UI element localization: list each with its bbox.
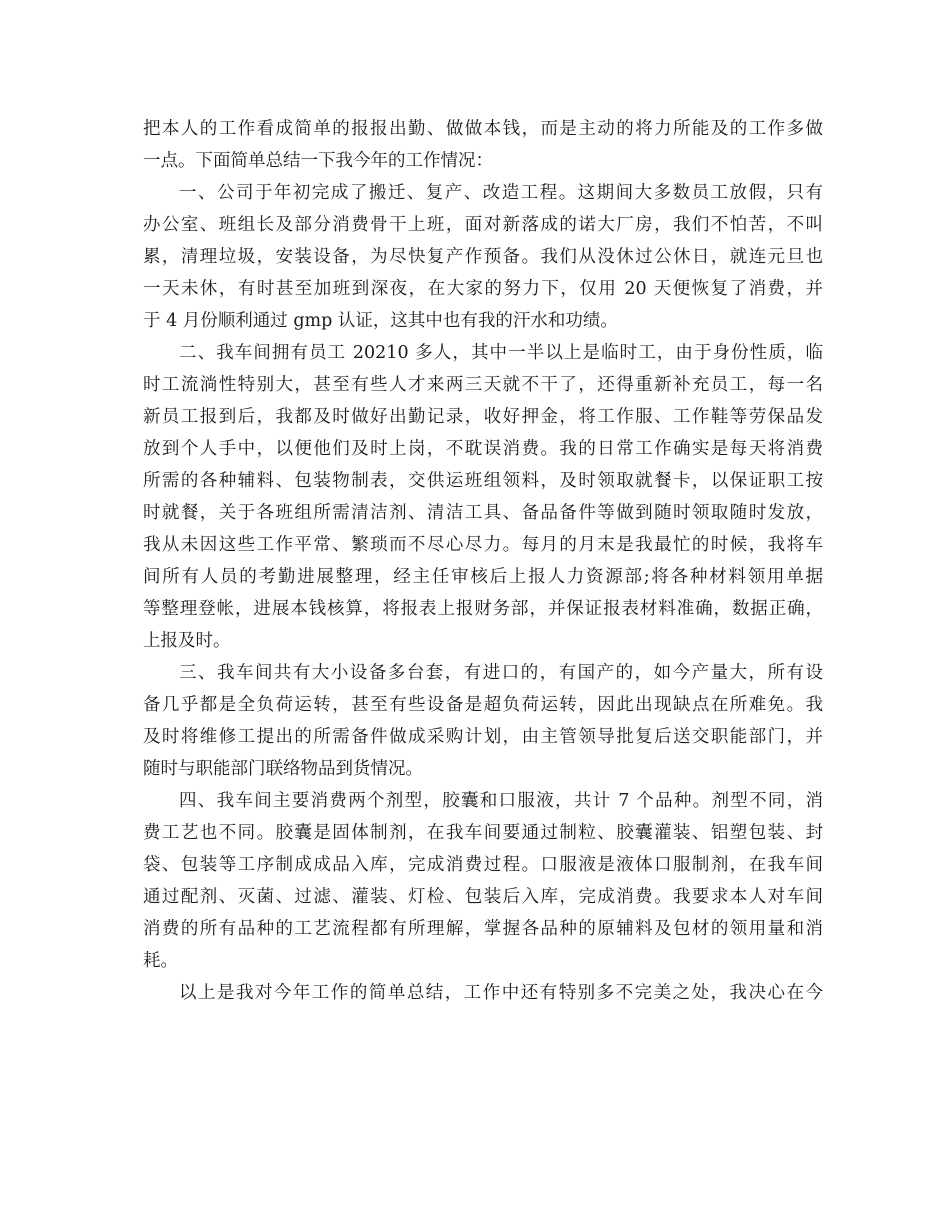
text-line: 耗。 <box>143 951 178 971</box>
paragraph-1-start: 一、公司于年初完成了搬迁、复产、改造工程。这期间大多数员工放假，只有 <box>179 183 823 203</box>
text-line: 等整理登帐，进展本钱核算，将报表上报财务部，并保证报表材料准确，数据正确， <box>143 599 823 619</box>
text-line: 时就餐，关于各班组所需清洁剂、清洁工具、备品备件等做到随时领取随时发放， <box>143 503 823 523</box>
text-line: 上报及时。 <box>143 631 231 651</box>
paragraph-2-start: 二、我车间拥有员工 20210 多人，其中一半以上是临时工，由于身份性质，临 <box>179 343 823 363</box>
text-line: 随时与职能部门联络物品到货情况。 <box>143 759 423 779</box>
text-line: 备几乎都是全负荷运转，甚至有些设备是超负荷运转，因此出现缺点在所难免。我 <box>143 695 823 715</box>
text-line: 我从未因这些工作平常、繁琐而不尽心尽力。每月的月末是我最忙的时候，我将车 <box>143 535 823 555</box>
text-line: 通过配剂、灭菌、过滤、灌装、灯检、包装后入库，完成消费。我要求本人对车间 <box>143 887 823 907</box>
text-line: 消费的所有品种的工艺流程都有所理解，掌握各品种的原辅料及包材的领用量和消 <box>143 919 823 939</box>
document-body <box>143 113 823 1009</box>
text-line: 一点。下面简单总结一下我今年的工作情况： <box>143 151 493 171</box>
text-line: 把本人的工作看成简单的报报出勤、做做本钱，而是主动的将力所能及的工作多做 <box>143 119 823 139</box>
text-line: 袋、包装等工序制成成品入库，完成消费过程。口服液是液体口服制剂，在我车间 <box>143 855 823 875</box>
text-line: 办公室、班组长及部分消费骨干上班，面对新落成的诺大厂房，我们不怕苦，不叫 <box>143 215 823 235</box>
text-line: 及时将维修工提出的所需备件做成采购计划，由主管领导批复后送交职能部门，并 <box>143 727 823 747</box>
text-line: 一天未休，有时甚至加班到深夜，在大家的努力下，仅用 20 天便恢复了消费，并 <box>143 279 823 299</box>
paragraph-3-start: 三、我车间共有大小设备多台套，有进口的，有国产的，如今产量大，所有设 <box>179 663 823 683</box>
text-line: 放到个人手中，以便他们及时上岗，不耽误消费。我的日常工作确实是每天将消费 <box>143 439 823 459</box>
paragraph-4-start: 四、我车间主要消费两个剂型，胶囊和口服液，共计 7 个品种。剂型不同，消 <box>179 791 823 811</box>
text-line: 新员工报到后，我都及时做好出勤记录，收好押金，将工作服、工作鞋等劳保品发 <box>143 407 823 427</box>
text-line: 于 4 月份顺利通过 gmp 认证，这其中也有我的汗水和功绩。 <box>143 311 618 331</box>
text-line: 所需的各种辅料、包装物制表，交供运班组领料，及时领取就餐卡，以保证职工按 <box>143 471 823 491</box>
paragraph-5-start: 以上是我对今年工作的简单总结，工作中还有特别多不完美之处，我决心在今 <box>179 983 823 1003</box>
text-line: 费工艺也不同。胶囊是固体制剂，在我车间要通过制粒、胶囊灌装、铝塑包装、封 <box>143 823 823 843</box>
text-line: 间所有人员的考勤进展整理，经主任审核后上报人力资源部;将各种材料领用单据 <box>143 567 823 587</box>
text-line: 累，清理垃圾，安装设备，为尽快复产作预备。我们从没休过公休日，就连元旦也 <box>143 247 823 267</box>
text-line: 时工流淌性特别大，甚至有些人才来两三天就不干了，还得重新补充员工，每一名 <box>143 375 823 395</box>
